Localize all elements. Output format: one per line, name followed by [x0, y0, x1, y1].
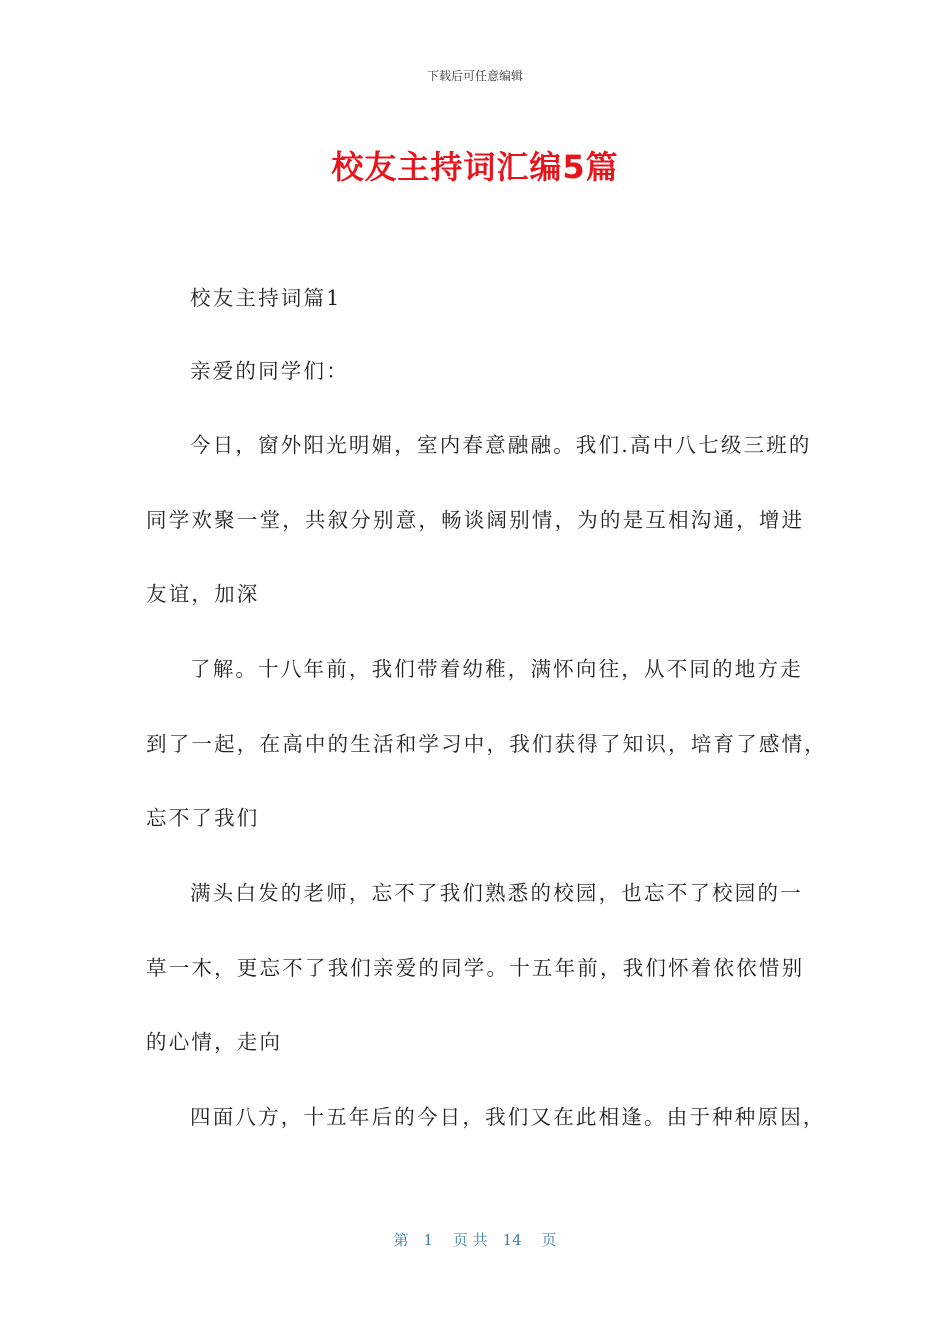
- body-line: 四面八方，十五年后的今日，我们又在此相逢。由于种种原因，: [190, 1105, 826, 1129]
- body-line: 到了一起，在高中的生活和学习中，我们获得了知识，培育了感情，: [146, 732, 827, 756]
- body-line: 今日，窗外阳光明媚，室内春意融融。我们.高中八七级三班的: [190, 433, 812, 457]
- body-line: 同学欢聚一堂，共叙分别意，畅谈阔别情，为的是互相沟通，增进: [146, 508, 805, 532]
- document-title: 校友主持词汇编5篇: [331, 148, 619, 186]
- body-line: 满头白发的老师，忘不了我们熟悉的校园，也忘不了校园的一: [190, 881, 803, 905]
- body-line: 了解。十八年前，我们带着幼稚，满怀向往，从不同的地方走: [190, 657, 803, 681]
- body-line: 忘不了我们: [146, 806, 260, 830]
- section-heading: 校友主持词篇1: [190, 286, 342, 310]
- body-line: 亲爱的同学们：: [190, 359, 349, 383]
- page-number-footer: 第 1 页 共 14 页: [393, 1231, 557, 1249]
- body-line: 的心情，走向: [146, 1030, 283, 1054]
- header-note: 下载后可任意编辑: [426, 69, 523, 83]
- body-line: 草一木，更忘不了我们亲爱的同学。十五年前，我们怀着依依惜别: [146, 956, 805, 980]
- body-line: 友谊，加深: [146, 582, 260, 606]
